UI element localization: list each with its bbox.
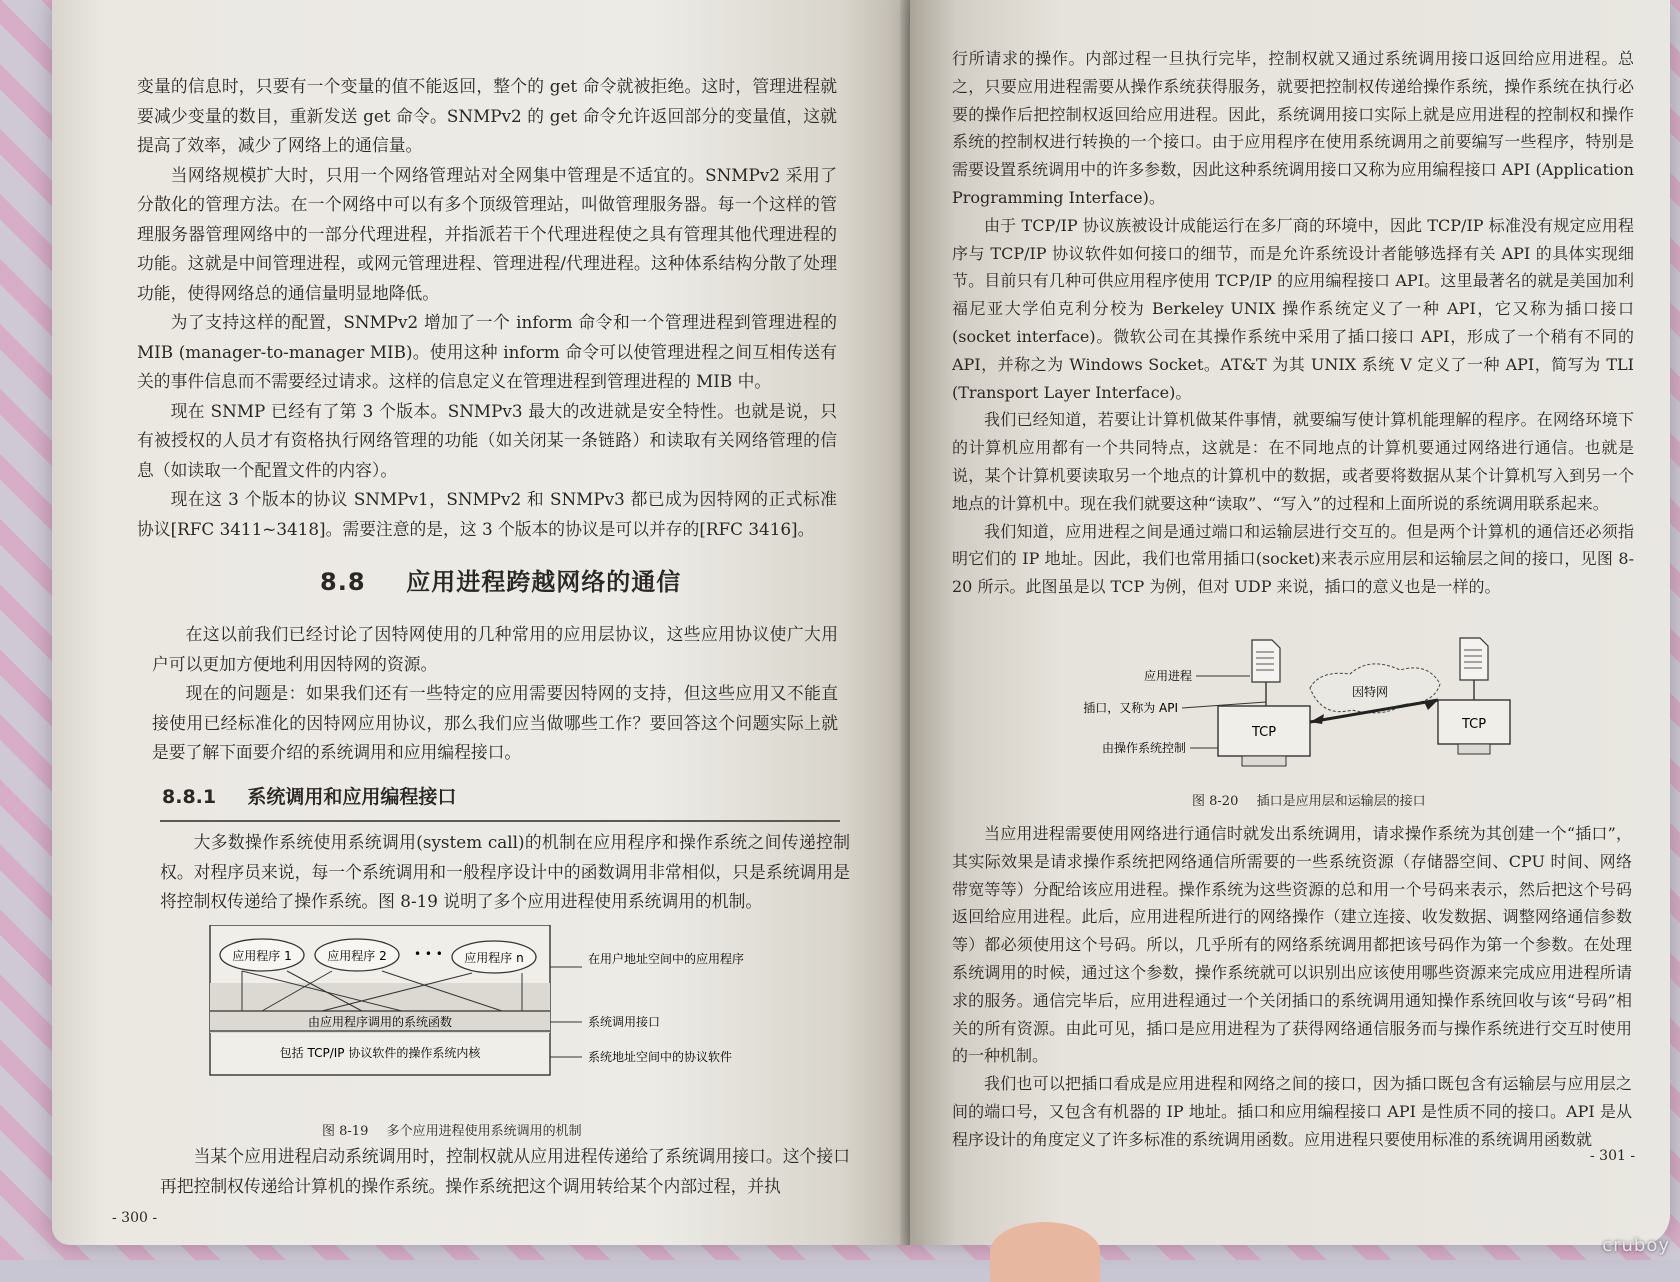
section-number: 8.8: [320, 568, 366, 596]
subsection-title: 系统调用和应用编程接口: [247, 786, 457, 808]
computer-base-right: [1458, 744, 1490, 754]
annotation-3: 系统地址空间中的协议软件: [588, 1050, 733, 1064]
section-heading: [320, 562, 681, 597]
left-paragraph-5: 现在这 3 个版本的协议 SNMPv1，SNMPv2 和 SNMPv3 都已成为因特网的正式标准协议[RFC 3411~3418]。需要注意的是，这 3 个版本的协议是可以并存的[RFC 3416]。: [137, 489, 837, 539]
app-label-n: 应用程序 n: [464, 951, 524, 965]
subsection-paragraph: 大多数操作系统使用系统调用(system call)的机制在应用程序和操作系统之间传递控制权。对程序员来说，每一个系统调用和一般程序设计中的函数调用非常相似，只是系统调用是将控制权传递给了操作系统。图 8-19 说明了多个应用进程使用系统调用的机制。: [160, 832, 850, 911]
figure-8-20: [1010, 636, 1570, 786]
figure-8-19-number: 图 8-19: [322, 1124, 369, 1139]
internet-label: 因特网: [1351, 685, 1389, 699]
right-paragraph-5: 当应用进程需要使用网络进行通信时就发出系统调用，请求操作系统为其创建一个“插口”，其实际效果是请求操作系统把网络通信所需要的一些系统资源（存储器空间、CPU 时间、网络带宽等等）分配给该应用进程。操作系统为这些资源的总和用一个号码来表示，然后把这个号码返回给应用进程。此后，应用进程所进行的网络操作（建立连接、收发数据、调整网络通信参数等）都必须使用这个号码。所以，几乎所有的网络系统调用都把该号码作为第一个参数。在处理系统调用的时候，通过这个参数，操作系统就可以识别出应该使用哪些资源来完成应用进程所请求的服务。通信完毕后，应用进程通过一个关闭插口的系统调用通知操作系统回收与该“号码”相关的所有资源。由此可见，插口是应用进程为了获得网络通信服务而与操作系统进行交互时使用的一种机制。: [952, 824, 1632, 1066]
label-os-controlled: 由操作系统控制: [1101, 741, 1186, 755]
left-paragraph-1: 变量的信息时，只要有一个变量的值不能返回，整个的 get 命令就被拒绝。这时，管理进程就要减少变量的数目，重新发送 get 命令。SNMPv2 的 get 命令允许返回部分的变量值，这就提高了效率，减少了网络上的通信量。: [137, 76, 837, 155]
subsection-text: [160, 828, 850, 917]
section-paragraph-1: 在这以前我们已经讨论了因特网使用的几种常用的应用层协议，这些应用协议使广大用户可以更加方便地利用因特网的资源。: [152, 624, 838, 674]
right-page: [910, 0, 1670, 1245]
left-paragraph-4: 现在 SNMP 已经有了第 3 个版本。SNMPv3 最大的改进就是安全特性。也就是说，只有被授权的人员才有资格执行网络管理的功能（如关闭某一条链路）和读取有关网络管理的信息（如读取一个配置文件的内容）。: [137, 400, 837, 480]
section-intro: [152, 620, 838, 768]
page-number-left: - 300 -: [112, 1210, 158, 1226]
annotation-2: 系统调用接口: [588, 1015, 661, 1029]
figure-8-19: [202, 925, 762, 1085]
label-socket-api: 插口，又称为 API: [1083, 701, 1178, 715]
right-paragraph-3: 我们已经知道，若要让计算机做某件事情，就要编写使计算机能理解的程序。在网络环境下的计算机应用都有一个共同特点，这就是：在不同地点的计算机要通过网络进行通信。也就是说，某个计算机要读取另一个地点的计算机中的数据，或者要将数据从某个计算机写入到另一个地点的计算机中。现在我们就要这种“读取”、“写入”的过程和上面所说的系统调用联系起来。: [952, 410, 1634, 513]
section-paragraph-2: 现在的问题是：如果我们还有一些特定的应用需要因特网的支持，但这些应用又不能直接使用已经标准化的因特网应用协议，那么我们应当做哪些工作？要回答这个问题实际上就是要了解下面要介绍的系统调用和应用编程接口。: [152, 683, 838, 762]
figure-8-19-caption: [322, 1120, 582, 1139]
app-label-2: 应用程序 2: [327, 949, 387, 963]
figure-8-19-title: 多个应用进程使用系统调用的机制: [386, 1124, 582, 1139]
section-title: 应用进程跨越网络的通信: [406, 568, 682, 596]
right-bottom-text: [952, 820, 1632, 1154]
page-number-right: - 301 -: [1590, 1148, 1636, 1164]
right-paragraph-1: 行所请求的操作。内部过程一旦执行完毕，控制权就又通过系统调用接口返回给应用进程。总之，只要应用进程需要从操作系统获得服务，就要把控制权传递给操作系统，操作系统在执行必要的操作后把控制权返回给应用进程。因此，系统调用接口实际上就是应用进程的控制权和操作系统的控制权进行转换的一个接口。由于应用程序在使用系统调用之前要编写一些程序，特别是需要设置系统调用中的许多参数，因此这种系统调用接口又称为应用编程接口 API (Application Programming Interface)。: [952, 49, 1634, 207]
figure-8-20-title: 插口是应用层和运输层的接口: [1256, 794, 1426, 809]
right-paragraph-4: 我们知道，应用进程之间是通过端口和运输层进行交互的。但是两个计算机的通信还必须指明它们的 IP 地址。因此，我们也常用插口(socket)来表示应用层和运输层之间的接口，见图 8-20 所示。此图虽是以 TCP 为例，但对 UDP 来说，插口的意义也是一样的。: [952, 521, 1634, 597]
right-paragraph-2: 由于 TCP/IP 协议族被设计成能运行在多厂商的环境中，因此 TCP/IP 标准没有规定应用程序与 TCP/IP 协议软件如何接口的细节，而是允许系统设计者能够选择有关 API 的具体实现细节。目前只有几种可供应用程序使用 TCP/IP 的应用编程接口 API。这里最著名的就是美国加利福尼亚大学伯克利分校为 Berkeley UNIX 操作系统定义了一种 API，它又称为插口接口(socket interface)。微软公司在其操作系统中采用了插口接口 API，形成了一个稍有不同的 API，并称之为 Windows Socket。AT&T 为其 UNIX 系统 V 定义了一种 API，简写为 TLI (Transport Layer Interface)。: [952, 215, 1634, 402]
right-paragraph-6: 我们也可以把插口看成是应用进程和网络之间的接口，因为插口既包含有运输层与应用层之间的端口号，又包含有机器的 IP 地址。插口和应用编程接口 API 是性质不同的接口。API 是从程序设计的角度定义了许多标准的系统调用函数。应用进程只要使用标准的系统调用函数就: [952, 1074, 1632, 1149]
left-paragraph-2: 当网络规模扩大时，只用一个网络管理站对全网集中管理是不适宜的。SNMPv2 采用了分散化的管理方法。在一个网络中可以有多个顶级管理站，叫做管理服务器。每一个这样的管理服务器管理网络中的一部分代理进程，并指派若干个代理进程使之具有管理其他代理进程的功能。这就是中间管理进程，或网元管理进程、管理进程/代理进程。这种体系结构分散了处理功能，使得网络总的通信量明显地降低。: [137, 164, 837, 303]
left-bottom-paragraph: 当某个应用进程启动系统调用时，控制权就从应用进程传递给了系统调用接口。这个接口再把控制权传递给计算机的操作系统。操作系统把这个调用转给某个内部过程，并执: [160, 1146, 850, 1196]
syscall-bar-label: 由应用程序调用的系统函数: [307, 1015, 453, 1029]
app-label-1: 应用程序 1: [232, 949, 292, 963]
subsection-rule: [160, 820, 840, 822]
tcp-label-left: TCP: [1251, 725, 1277, 740]
annotation-1: 在用户地址空间中的应用程序: [588, 952, 745, 966]
right-top-text: [952, 45, 1634, 601]
kernel-label: 包括 TCP/IP 协议软件的操作系统内核: [279, 1046, 481, 1060]
app-dots: • • •: [414, 947, 443, 961]
left-page: [52, 0, 910, 1245]
left-bottom-text: [160, 1142, 850, 1201]
subsection-heading: [162, 782, 456, 809]
figure-8-20-number: 图 8-20: [1192, 794, 1239, 809]
document-icon-right: [1460, 638, 1488, 680]
thumb: [990, 1222, 1100, 1282]
label-app-process: 应用进程: [1143, 669, 1192, 683]
figure-8-20-caption: [1192, 790, 1426, 809]
watermark: cruboy: [1602, 1235, 1670, 1256]
computer-base-left: [1242, 756, 1286, 766]
document-icon-left: [1252, 640, 1280, 682]
left-top-text: [137, 72, 837, 544]
left-paragraph-3: 为了支持这样的配置，SNMPv2 增加了一个 inform 命令和一个管理进程到管理进程的 MIB (manager-to-manager MIB)。使用这种 inform 命令可以使管理进程之间互相传送有关的事件信息而不需要经过请求。这样的信息定义在管理进程到管理进程的 MIB 中。: [137, 312, 837, 391]
tcp-label-right: TCP: [1461, 717, 1487, 732]
subsection-number: 8.8.1: [162, 786, 217, 808]
